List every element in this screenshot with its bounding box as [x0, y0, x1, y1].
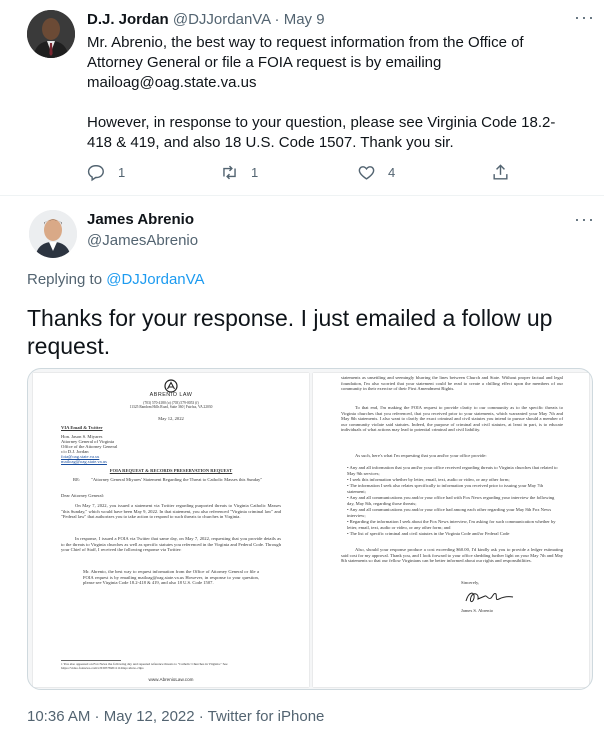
contact-line: (703) 570-4180 (o) (703) 579-0053 (f) [143, 401, 199, 405]
request-text: I seek this information whether by letter, email, text, audio or video, or any other form; [349, 477, 510, 482]
request-text: Any and all information that you and/or your office received regarding threats to Virginia churches that related to May 9th services; [347, 465, 558, 476]
letter-quote: Mr. Abrenio, the best way to request information from the Office of Attorney General or file a FOIA request is by emailing mailoag@oag.state.va.us However, in response to your question, please see Virginia Code 18.2-418 & 419, and also 18 U.S. Code 1507. [83, 569, 259, 586]
request-list-item: • The list of specific criminal and civil statutes in the Virginia Code and/or Federal Code [347, 531, 510, 536]
request-list-item: • Any and all communications you and/or your office had among each other regarding your May 8th Fox News interview; [347, 507, 552, 518]
letter-date: May 12, 2022 [158, 416, 184, 421]
author-name[interactable]: James Abrenio [87, 211, 194, 228]
re-label: RE: [73, 477, 81, 482]
request-text: The list of specific criminal and civil statutes in the Virginia Code and/or Federal Code [349, 531, 510, 536]
footnote-divider [61, 660, 121, 661]
closing: Sincerely, [461, 580, 480, 585]
tweet-timestamp[interactable]: 10:36 AM · May 12, 2022 · Twitter for iPhone [27, 708, 325, 725]
request-text: The information I seek also relates specifically to information you received prior to issuing your May 7th statement; [347, 483, 544, 494]
footnote: 1 You also appeared on Fox News the following day and repeated reference threats to "Catholic Churches in Virginia." See https://video.foxnews.com/v/6305782011112#sp=show-clips [61, 662, 228, 671]
letter-paragraph: On May 7, 2022, you issued a statement via Twitter regarding purported threats to Virginia Catholic Masses "this Sunday," which would have been May 9, 2022. In that statement, you also referenced "Virginia criminal law" and "Federal law" that authorizes you to take action to respond to such threats to churches in Virginia. [61, 503, 281, 520]
letter-paragraph: To that end, I'm making the FOIA request to provide clarity to our community as to the specific threats to Virginia churches that you referenced, that you received prior to your statements, which warranted your May 7th and May 8th statements. I also want to clarify the exact criminal and civil statutes you intend to pursue should a member of our community violate said statutes. Indeed, the purpose of criminal and civil statutes, at least in part, is to educate individuals of what actions may lead to potential criminal and civil liability. [341, 405, 563, 433]
like-icon [357, 163, 376, 182]
share-icon [491, 163, 510, 182]
request-text: Any and all communications you and/or your office had with Fox News regarding your interview the following day, May 8th, regarding those threats; [347, 495, 555, 506]
re-text: "Attorney General Miyares' Statement Regarding the Threat to Catholic Masses this Sunday" [91, 477, 263, 482]
document-page-1 [33, 373, 309, 687]
request-list-item: • I seek this information whether by letter, email, text, audio or video, or any other form; [347, 477, 510, 482]
addressee: Office of the Attorney General [61, 444, 118, 449]
replying-to [27, 271, 205, 288]
letter-paragraph: Also, should your response produce a cost exceeding $60.00, I'd kindly ask you to provide a ledger estimating said cost for my approval. Thank you, and I look forward to your office shedding further light on your May 7th and May 8th statements so that our fellow Virginians can be better informed about our rights and responsibilities. [341, 547, 563, 564]
reply-icon [87, 163, 106, 182]
addressee-email: foia@oag.state.va.us [61, 454, 100, 459]
tweet-paragraph: However, in response to your question, please see Virginia Code 18.2-418 & 419, and also 18 U.S. Code 1507. Thank you sir. [87, 114, 556, 151]
author-handle[interactable]: @DJJordanVA [172, 11, 271, 28]
addressee: c/o D.J. Jordan [61, 449, 89, 454]
signature-name: James S. Abrenio [461, 608, 494, 613]
letter-paragraph: statements as unsettling and seemingly blurring the lines between Church and State. Without proper factual and legal foundation, I'm also worried that your statement could be read to create a chilling effect upon the members of our community in their exercise of their First Amendment Rights. [341, 375, 563, 392]
share-button[interactable] [491, 163, 522, 182]
request-text: Any and all communications you and/or your office had among each other regarding your May 8th Fox News interview; [347, 507, 552, 518]
request-list-item: • Any and all communications you and/or your office had with Fox News regarding your interview the following day, May 8th, regarding those threats; [347, 495, 555, 506]
letter-heading: FOIA REQUEST & RECORDS PRESERVATION REQUEST [109, 468, 233, 473]
reply-tweet[interactable] [0, 0, 604, 196]
more-icon[interactable]: ··· [574, 7, 595, 27]
separator: · [274, 11, 280, 28]
signature-icon [463, 587, 523, 607]
retweet-icon [220, 163, 239, 182]
reply-button[interactable] [87, 163, 125, 182]
author-name[interactable]: D.J. Jordan [87, 11, 169, 28]
addressee: Attorney General of Virginia [61, 439, 115, 444]
via-line: VIA Email & Twitter [61, 425, 103, 430]
reply-tweet-text [87, 33, 557, 173]
letter-paragraph: In response, I issued a FOIA via Twitter that same day, on May 7, 2022, requesting that you provide details as to the threats to Virginia churches as well as specific statutes you referenced in the Virginia and Federal Code. Through your Chief of Staff, I received the following response via Twitter: [61, 536, 281, 553]
list-intro: As such, here's what I'm requesting that you and/or your office provide: [355, 453, 487, 458]
author-handle[interactable]: @JamesAbrenio [87, 232, 199, 249]
tweet-media-image[interactable] [27, 368, 593, 690]
like-button[interactable] [357, 163, 395, 182]
avatar-james-abrenio[interactable] [29, 210, 77, 258]
logo-text: ABRENIO LAW [149, 392, 193, 398]
more-icon[interactable]: ··· [574, 209, 595, 229]
main-tweet-text: Thanks for your response. I just emailed a follow up request. [27, 305, 553, 359]
addressee-email: mailoag@oag.state.va.us [61, 459, 107, 464]
tweet-actions [87, 163, 517, 183]
like-count: 4 [388, 165, 396, 180]
avatar-dj-jordan[interactable] [27, 10, 75, 58]
retweet-button[interactable] [220, 163, 258, 182]
letter-footer: www.AbrenioLaw.com [148, 677, 194, 682]
reply-count: 1 [118, 165, 126, 180]
request-list-item: • The information I seek also relates specifically to information you received prior to issuing your May 7th statement; [347, 483, 544, 494]
request-list-item: • Regarding the information I seek about the Fox News interview, I'm asking for such communication whether by letter, email, text, audio or video, or any other form; and [347, 519, 556, 530]
document-page-2 [313, 373, 589, 687]
tweet-paragraph: Mr. Abrenio, the best way to request information from the Office of Attorney General or file a FOIA request is by emailing mailoag@oag.state.va.us [87, 34, 524, 91]
retweet-count: 1 [251, 165, 259, 180]
reply-tweet-header [87, 11, 325, 28]
tweet-date[interactable]: May 9 [283, 11, 325, 28]
salutation: Dear Attorney General: [61, 493, 105, 498]
replying-prefix: Replying to [27, 271, 103, 288]
addressee: Hon. Jason S. Miyares [61, 434, 103, 439]
request-list-item: • Any and all information that you and/or your office received regarding threats to Virginia churches that related to May 9th services; [347, 465, 558, 476]
replying-mention-link[interactable]: @DJJordanVA [106, 271, 205, 288]
abrenio-law-logo-icon [161, 379, 181, 393]
request-text: Regarding the information I seek about the Fox News interview, I'm asking for such communication whether by letter, email, text, audio or video, or any other form; and [347, 519, 556, 530]
contact-line: 11325 Random Hills Road, Suite 360 | Fairfax, VA 22030 [129, 405, 213, 409]
